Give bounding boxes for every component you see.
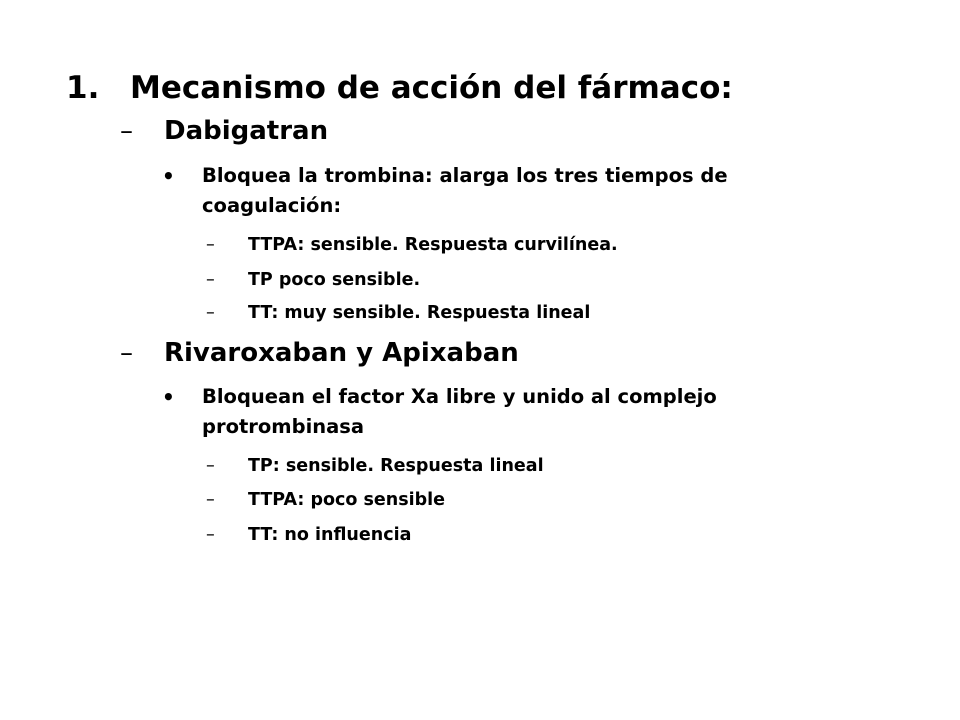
section-title: Dabigatran — [164, 116, 329, 146]
list-item-text: TTPA: sensible. Respuesta curvilínea. — [248, 235, 618, 255]
dash-marker: – — [206, 235, 215, 255]
dash-marker: – — [206, 456, 215, 476]
list-item-text: TP: sensible. Respuesta lineal — [248, 456, 544, 476]
dash-marker: – — [120, 338, 133, 368]
bullet-marker: • — [162, 164, 175, 188]
description-line-2: protrombinasa — [202, 415, 365, 438]
description-line-1: Bloquea la trombina: alarga los tres tiempos de — [202, 164, 728, 187]
description-line-1: Bloquean el factor Xa libre y unido al complejo — [202, 385, 717, 408]
dash-marker: – — [206, 270, 215, 290]
heading-title: Mecanismo de acción del fármaco: — [130, 70, 733, 106]
description-line-2: coagulación: — [202, 194, 342, 217]
list-item-text: TT: muy sensible. Respuesta lineal — [248, 303, 591, 323]
dash-marker: – — [206, 525, 215, 545]
dash-marker: – — [206, 303, 215, 323]
dash-marker: – — [206, 490, 215, 510]
dash-marker: – — [120, 116, 133, 146]
heading-number: 1. — [66, 70, 100, 106]
list-item-text: TP poco sensible. — [248, 270, 421, 290]
bullet-marker: • — [162, 385, 175, 409]
list-item-text: TT: no influencia — [248, 525, 412, 545]
list-item-text: TTPA: poco sensible — [248, 490, 446, 510]
section-title: Rivaroxaban y Apixaban — [164, 338, 519, 368]
